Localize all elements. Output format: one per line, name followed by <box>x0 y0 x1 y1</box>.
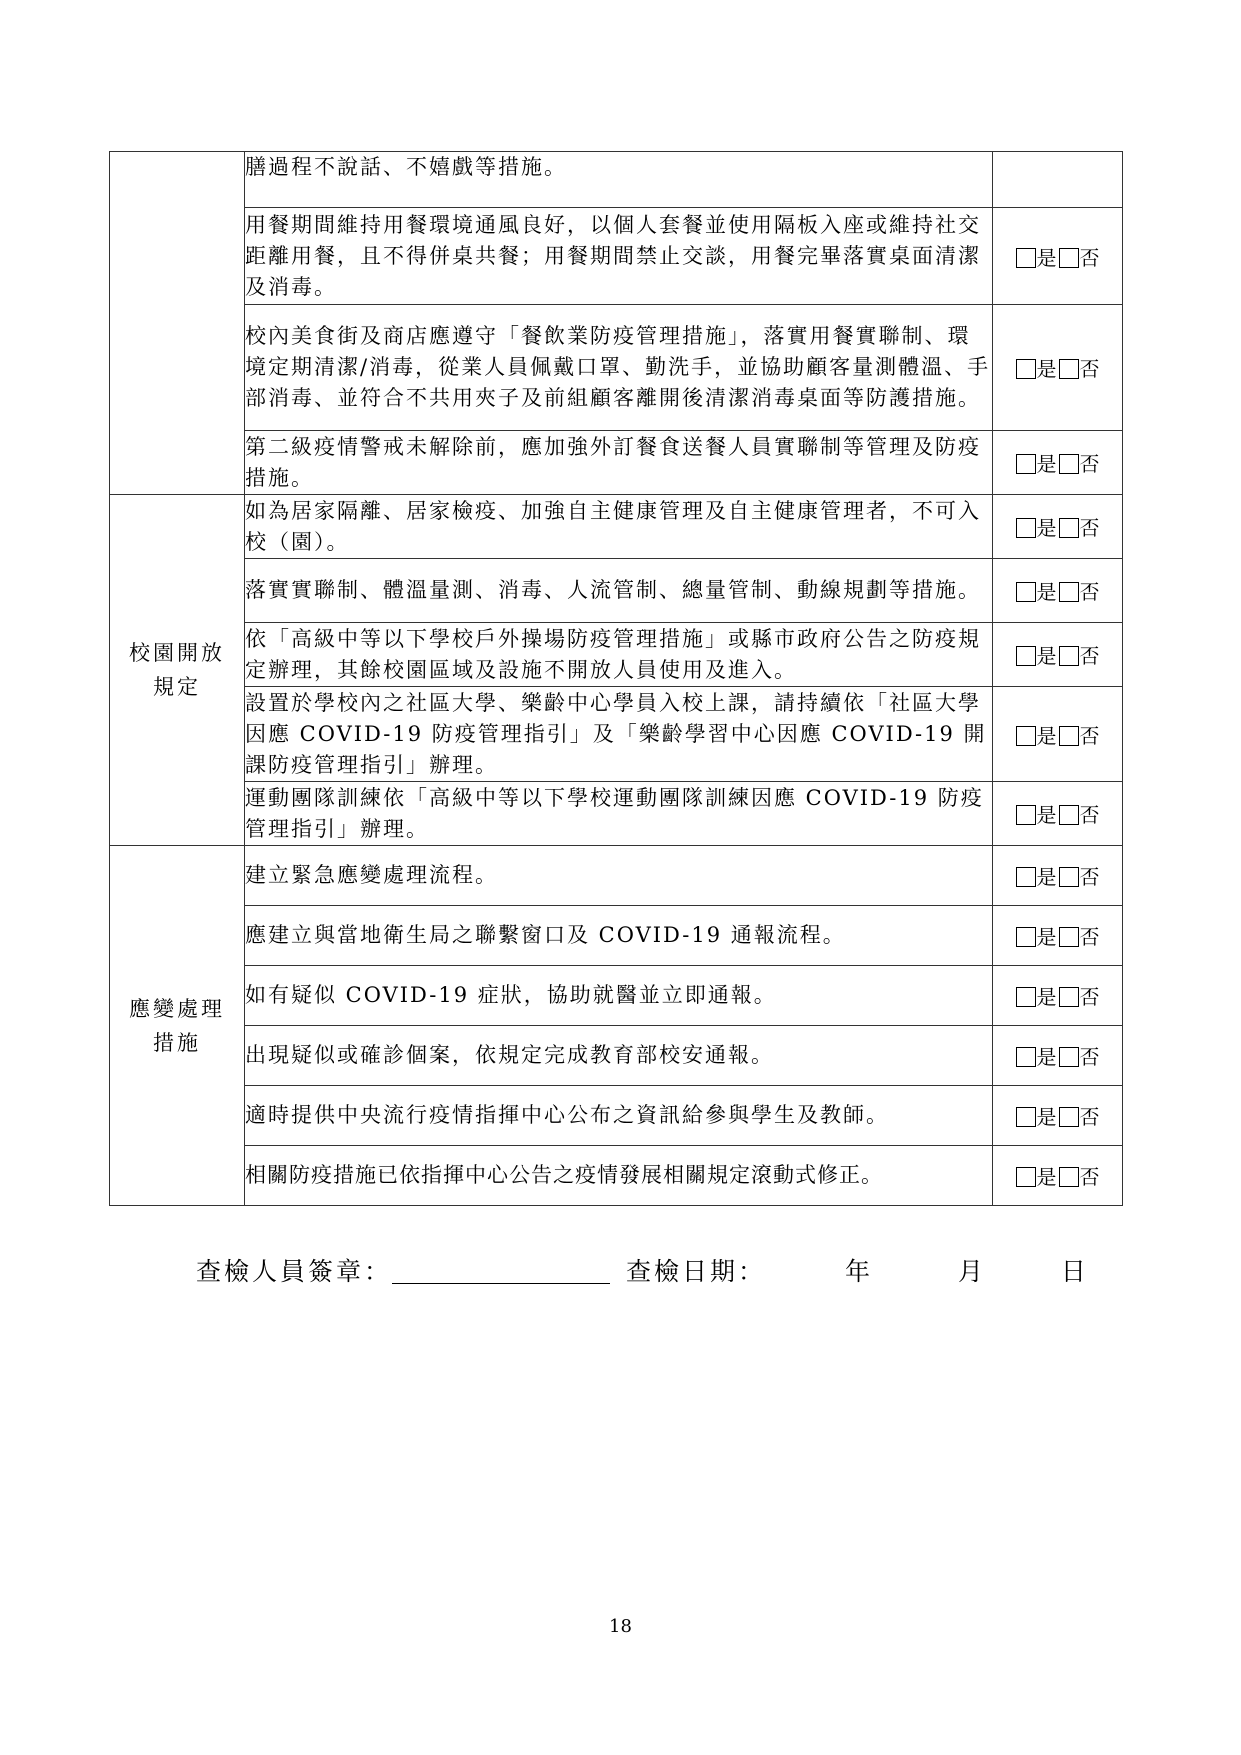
yes-label: 是 <box>1036 580 1057 604</box>
checklist-row <box>110 208 1123 305</box>
yes-no-check <box>993 966 1123 1026</box>
yes-checkbox[interactable] <box>1016 582 1036 602</box>
no-checkbox[interactable] <box>1059 248 1079 268</box>
no-label: 否 <box>1079 865 1100 889</box>
item-text: 設置於學校內之社區大學、樂齡中心學員入校上課，請持續依「社區大學因應 COVID-19 防疫管理指引」及「樂齡學習中心因應 COVID-19 開課防疫管理指引」辦理。 <box>245 687 993 782</box>
yes-checkbox[interactable] <box>1016 1047 1036 1067</box>
yes-checkbox[interactable] <box>1016 987 1036 1007</box>
category-cell <box>110 846 245 1206</box>
yes-label: 是 <box>1036 357 1057 381</box>
checklist-row <box>110 623 1123 687</box>
category-label: 應變處理措施 <box>129 996 225 1055</box>
yes-label: 是 <box>1036 925 1057 949</box>
no-label: 否 <box>1079 985 1100 1009</box>
checklist-row <box>110 966 1123 1026</box>
yes-checkbox[interactable] <box>1016 518 1036 538</box>
no-checkbox[interactable] <box>1059 646 1079 666</box>
checklist-row <box>110 152 1123 208</box>
no-label: 否 <box>1079 1165 1100 1189</box>
yes-label: 是 <box>1036 452 1057 476</box>
yes-no-check <box>993 623 1123 687</box>
no-label: 否 <box>1079 580 1100 604</box>
item-text: 相關防疫措施已依指揮中心公告之疫情發展相關規定滾動式修正。 <box>245 1146 993 1206</box>
yes-no-check <box>993 1086 1123 1146</box>
no-checkbox[interactable] <box>1059 726 1079 746</box>
yes-checkbox[interactable] <box>1016 805 1036 825</box>
no-checkbox[interactable] <box>1059 454 1079 474</box>
checklist-row <box>110 687 1123 782</box>
checklist-row <box>110 431 1123 495</box>
yes-label: 是 <box>1036 985 1057 1009</box>
category-cell <box>110 152 245 495</box>
yes-no-check <box>993 1146 1123 1206</box>
no-checkbox[interactable] <box>1059 518 1079 538</box>
no-checkbox[interactable] <box>1059 359 1079 379</box>
no-label: 否 <box>1079 644 1100 668</box>
checklist-row <box>110 782 1123 846</box>
yes-label: 是 <box>1036 1045 1057 1069</box>
yes-checkbox[interactable] <box>1016 1167 1036 1187</box>
checklist-row <box>110 906 1123 966</box>
yes-label: 是 <box>1036 1105 1057 1129</box>
yes-no-check <box>993 846 1123 906</box>
item-text: 落實實聯制、體溫量測、消毒、人流管制、總量管制、動線規劃等措施。 <box>245 559 993 623</box>
no-label: 否 <box>1079 245 1100 270</box>
inspector-signature-label: 查檢人員簽章： <box>196 1257 393 1286</box>
item-text: 依「高級中等以下學校戶外操場防疫管理措施」或縣市政府公告之防疫規定辦理，其餘校園區域及設施不開放人員使用及進入。 <box>245 623 993 687</box>
yes-no-check <box>993 208 1123 305</box>
yes-no-check <box>993 305 1123 431</box>
no-label: 否 <box>1079 1105 1100 1129</box>
no-label: 否 <box>1079 357 1100 381</box>
yes-label: 是 <box>1036 803 1057 827</box>
signature-line <box>196 1252 1089 1288</box>
item-text: 建立緊急應變處理流程。 <box>245 846 993 906</box>
no-label: 否 <box>1079 723 1100 748</box>
yes-checkbox[interactable] <box>1016 359 1036 379</box>
yes-label: 是 <box>1036 516 1057 540</box>
page-number: 18 <box>609 1616 632 1637</box>
year-label: 年 <box>844 1257 873 1286</box>
item-text: 膳過程不說話、不嬉戲等措施。 <box>245 152 993 208</box>
yes-label: 是 <box>1036 644 1057 668</box>
inspector-signature-field[interactable] <box>392 1257 610 1284</box>
no-label: 否 <box>1079 803 1100 827</box>
item-text: 第二級疫情警戒未解除前，應加強外訂餐食送餐人員實聯制等管理及防疫措施。 <box>245 431 993 495</box>
yes-checkbox[interactable] <box>1016 454 1036 474</box>
checklist-row <box>110 1146 1123 1206</box>
no-label: 否 <box>1079 516 1100 540</box>
no-checkbox[interactable] <box>1059 867 1079 887</box>
category-cell <box>110 495 245 846</box>
checklist-row <box>110 846 1123 906</box>
yes-checkbox[interactable] <box>1016 646 1036 666</box>
yes-label: 是 <box>1036 245 1057 270</box>
yes-checkbox[interactable] <box>1016 726 1036 746</box>
yes-no-check <box>993 495 1123 559</box>
yes-no-check <box>993 1026 1123 1086</box>
yes-no-check <box>993 687 1123 782</box>
item-text: 如有疑似 COVID-19 症狀，協助就醫並立即通報。 <box>245 966 993 1026</box>
item-text: 用餐期間維持用餐環境通風良好，以個人套餐並使用隔板入座或維持社交距離用餐，且不得併桌共餐；用餐期間禁止交談，用餐完畢落實桌面清潔及消毒。 <box>245 208 993 305</box>
no-checkbox[interactable] <box>1059 1107 1079 1127</box>
yes-label: 是 <box>1036 865 1057 889</box>
item-text: 出現疑似或確診個案，依規定完成教育部校安通報。 <box>245 1026 993 1086</box>
item-text: 應建立與當地衛生局之聯繫窗口及 COVID-19 通報流程。 <box>245 906 993 966</box>
checklist-row <box>110 1086 1123 1146</box>
checklist-row <box>110 559 1123 623</box>
inspection-date-label: 查檢日期： <box>626 1257 767 1286</box>
no-label: 否 <box>1079 452 1100 476</box>
yes-checkbox[interactable] <box>1016 867 1036 887</box>
no-checkbox[interactable] <box>1059 927 1079 947</box>
no-checkbox[interactable] <box>1059 582 1079 602</box>
checklist-row <box>110 495 1123 559</box>
yes-no-check <box>993 431 1123 495</box>
item-text: 運動團隊訓練依「高級中等以下學校運動團隊訓練因應 COVID-19 防疫管理指引」辦理。 <box>245 782 993 846</box>
no-checkbox[interactable] <box>1059 987 1079 1007</box>
item-text: 校內美食街及商店應遵守「餐飲業防疫管理措施」，落實用餐實聯制、環境定期清潔/消毒，從業人員佩戴口罩、勤洗手，並協助顧客量測體溫、手部消毒、並符合不共用夾子及前組顧客離開後清潔消毒桌面等防護措施。 <box>245 305 993 431</box>
yes-label: 是 <box>1036 1165 1057 1189</box>
check-cell-empty <box>993 152 1123 208</box>
category-label: 校園開放規定 <box>129 641 225 699</box>
month-label: 月 <box>957 1257 986 1286</box>
yes-no-check <box>993 906 1123 966</box>
item-text: 適時提供中央流行疫情指揮中心公布之資訊給參與學生及教師。 <box>245 1086 993 1146</box>
yes-checkbox[interactable] <box>1016 1107 1036 1127</box>
no-checkbox[interactable] <box>1059 1167 1079 1187</box>
item-text: 如為居家隔離、居家檢疫、加強自主健康管理及自主健康管理者，不可入校（園）。 <box>245 495 993 559</box>
yes-no-check <box>993 782 1123 846</box>
no-label: 否 <box>1079 1045 1100 1069</box>
yes-label: 是 <box>1036 723 1057 748</box>
no-checkbox[interactable] <box>1059 1047 1079 1067</box>
yes-checkbox[interactable] <box>1016 927 1036 947</box>
yes-no-check <box>993 559 1123 623</box>
no-label: 否 <box>1079 925 1100 949</box>
day-label: 日 <box>1060 1257 1089 1286</box>
no-checkbox[interactable] <box>1059 805 1079 825</box>
checklist-row <box>110 1026 1123 1086</box>
inspection-checklist-table <box>109 151 1123 1206</box>
checklist-row <box>110 305 1123 431</box>
yes-checkbox[interactable] <box>1016 248 1036 268</box>
